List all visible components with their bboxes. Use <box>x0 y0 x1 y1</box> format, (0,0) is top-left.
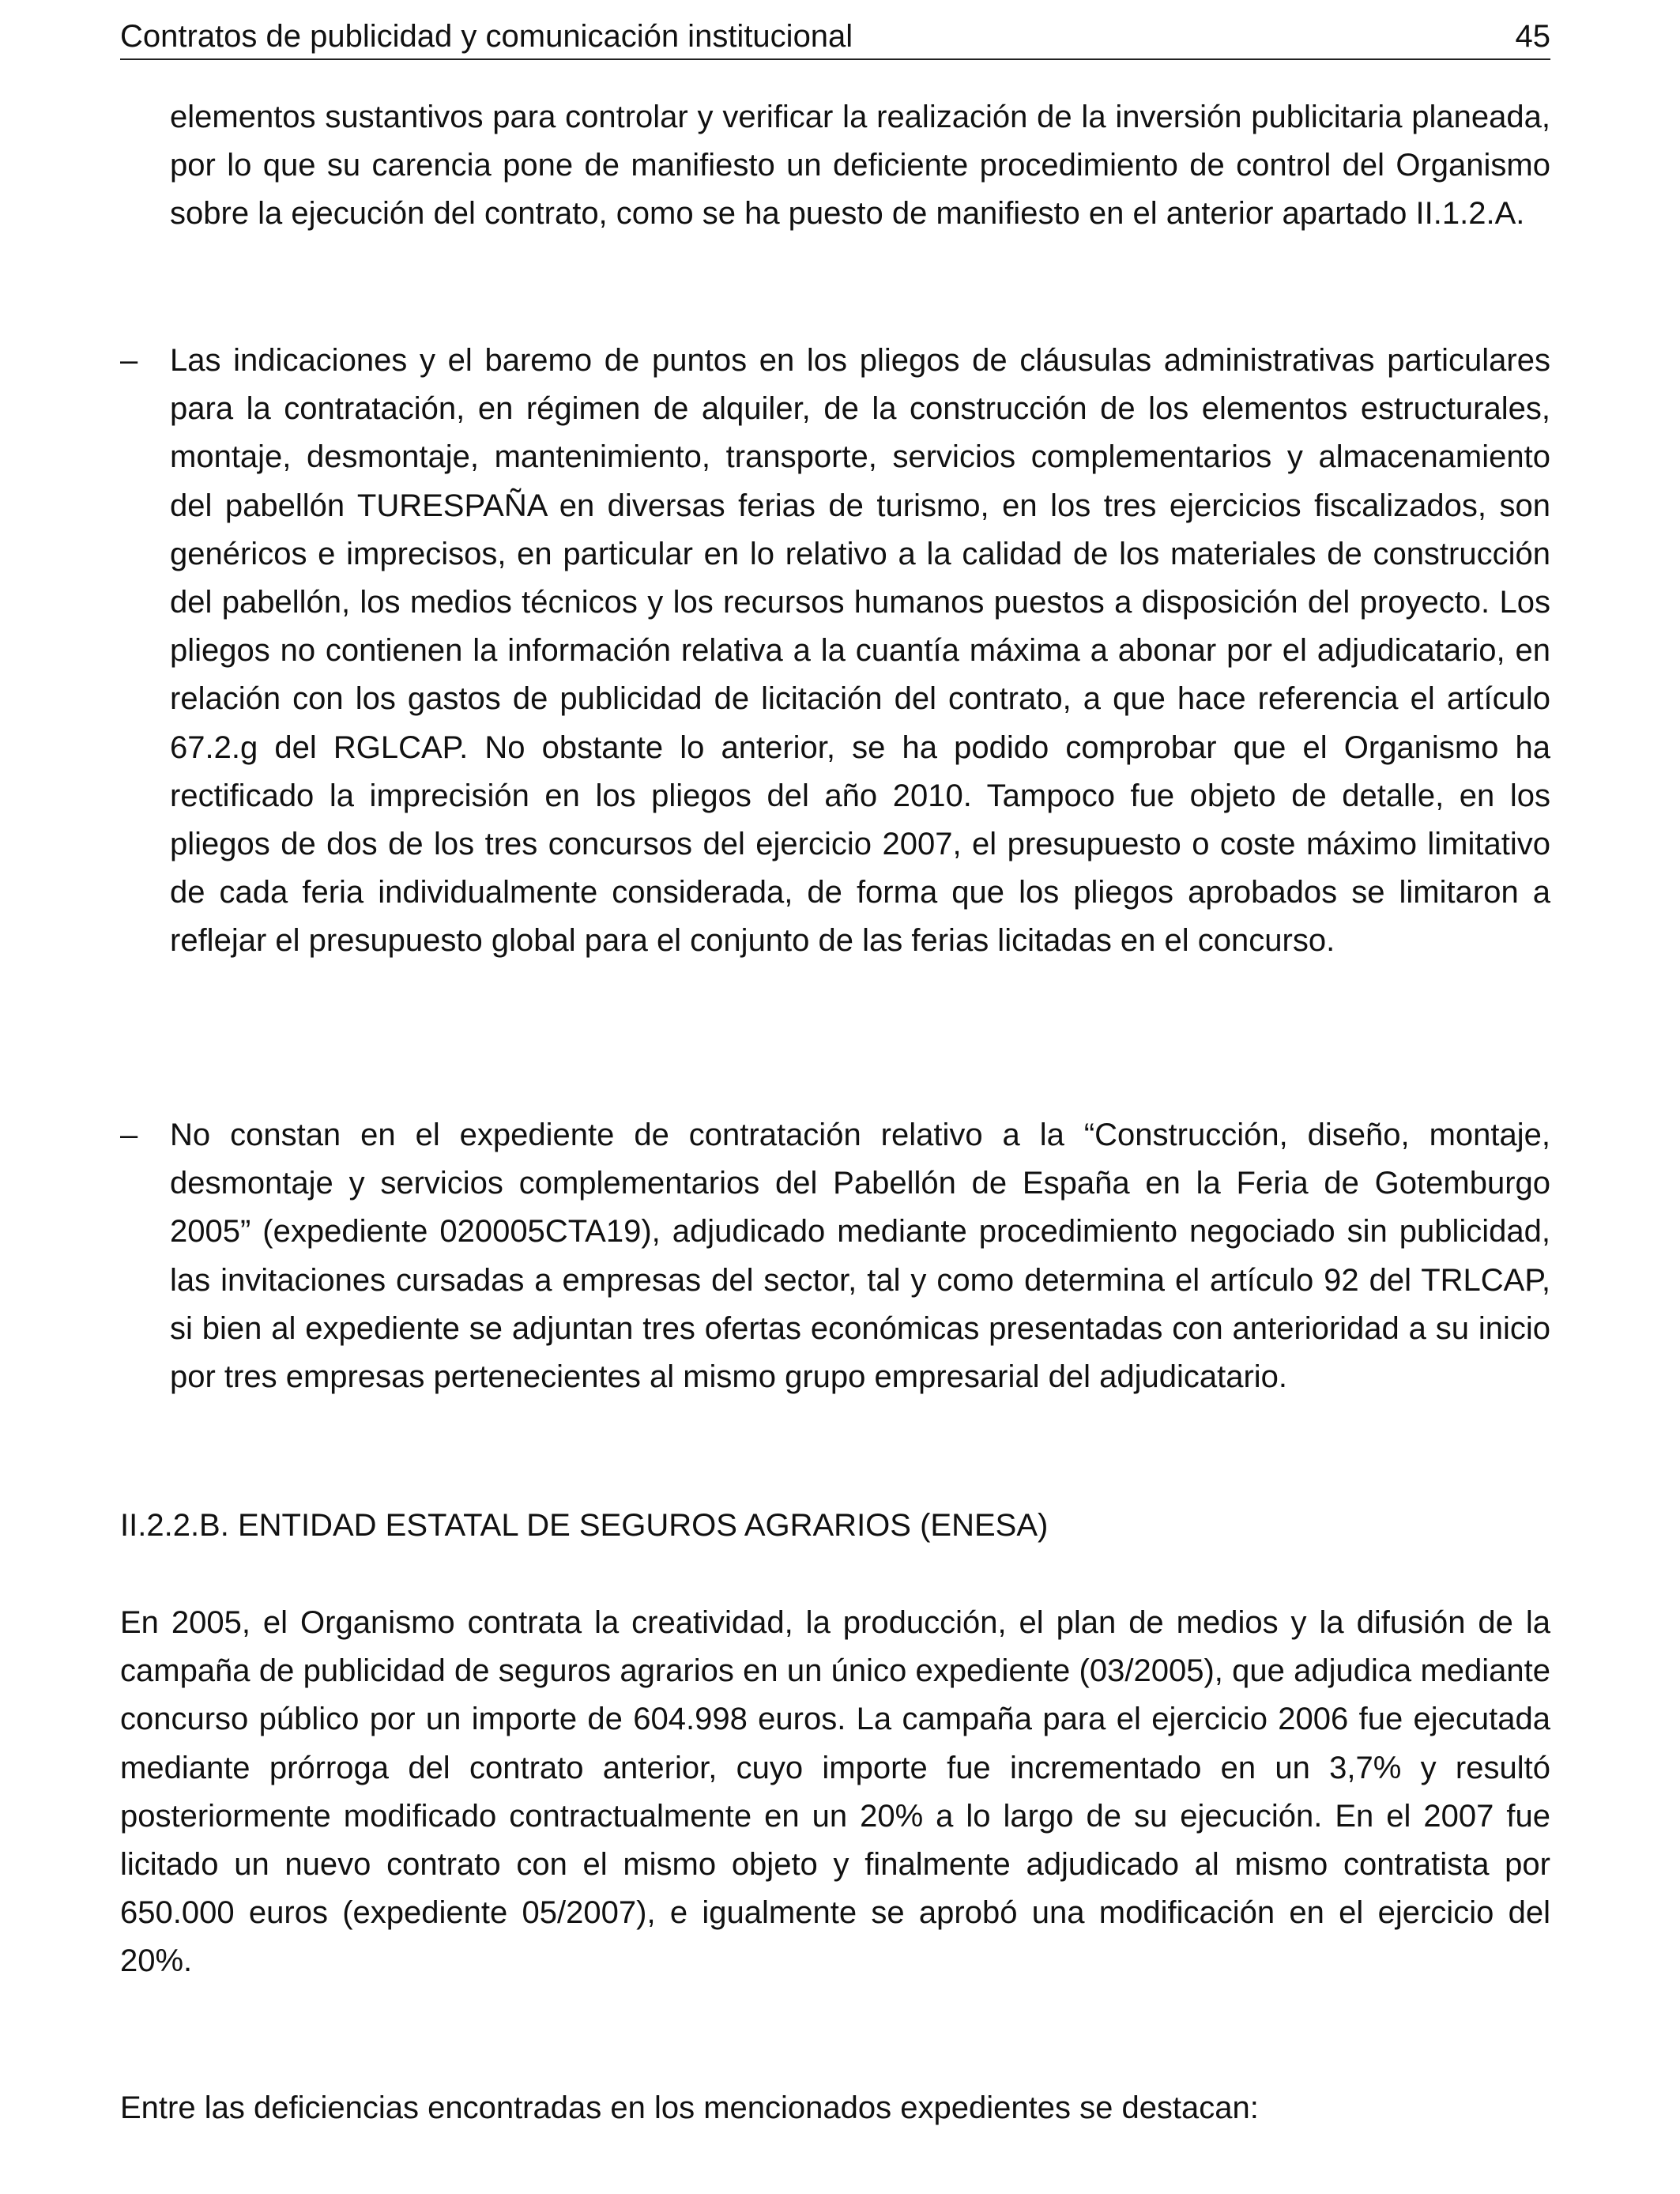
header-title: Contratos de publicidad y comunicación institucional <box>120 19 853 54</box>
paragraph-continuation: elementos sustantivos para controlar y verificar la realización de la inversión publicitaria planeada, por lo que su carencia pone de manifiesto un deficiente procedimiento de control del Organismo sobre la ejecución del contrato, como se ha puesto de manifiesto en el anterior apartado II.1.2.A. <box>170 100 1550 232</box>
bullet-marker-1: – <box>120 343 138 378</box>
paragraph-enesa: En 2005, el Organismo contrata la creatividad, la producción, el plan de medios y la difusión de la campaña de publicidad de seguros agrarios en un único expediente (03/2005), que adjudica mediante concurso público por un importe de 604.998 euros. La campaña para el ejercicio 2006 fue ejecutada mediante prórroga del contrato anterior, cuyo importe fue incrementado en un 3,7% y resultó posteriormente modificado contractualmente en un 20% a lo largo de su ejecución. En el 2007 fue licitado un nuevo contrato con el mismo objeto y finalmente adjudicado al mismo contratista por 650.000 euros (expediente 05/2007), e igualmente se aprobó una modificación en el ejercicio del 20%. <box>120 1605 1550 1979</box>
paragraph-deficiencias: Entre las deficiencias encontradas en los mencionados expedientes se destacan: <box>120 2090 1259 2125</box>
bullet-marker-2: – <box>120 1118 138 1152</box>
bullet-paragraph-pliegos: Las indicaciones y el baremo de puntos en los pliegos de cláusulas administrativas particulares para la contratación, en régimen de alquiler, de la construcción de los elementos estructurales, montaje, desmontaje, mantenimiento, transporte, servicios complementarios y almacenamiento del pabellón TURESPAÑA en diversas ferias de turismo, en los tres ejercicios fiscalizados, son genéricos e imprecisos, en particular en lo relativo a la calidad de los materiales de construcción del pabellón, los medios técnicos y los recursos humanos puestos a disposición del proyecto. Los pliegos no contienen la información relativa a la cuantía máxima a abonar por el adjudicatario, en relación con los gastos de publicidad de licitación del contrato, a que hace referencia el artículo 67.2.g del RGLCAP. No obstante lo anterior, se ha podido comprobar que el Organismo ha rectificado la imprecisión en los pliegos del año 2010. Tampoco fue objeto de detalle, en los pliegos de dos de los tres concursos del ejercicio 2007, el presupuesto o coste máximo limitativo de cada feria individualmente considerada, de forma que los pliegos aprobados se limitaron a reflejar el presupuesto global para el conjunto de las ferias licitadas en el concurso. <box>170 343 1550 959</box>
section-heading: II.2.2.B. ENTIDAD ESTATAL DE SEGUROS AGRARIOS (ENESA) <box>120 1508 1049 1543</box>
running-header <box>120 14 1550 60</box>
page-number: 45 <box>1515 19 1550 54</box>
bullet-paragraph-gotemburgo: No constan en el expediente de contratación relativo a la “Construcción, diseño, montaje, desmontaje y servicios complementarios del Pabellón de España en la Feria de Gotemburgo 2005” (expediente 020005CTA19), adjudicado mediante procedimiento negociado sin publicidad, las invitaciones cursadas a empresas del sector, tal y como determina el artículo 92 del TRLCAP, si bien al expediente se adjuntan tres ofertas económicas presentadas con anterioridad a su inicio por tres empresas pertenecientes al mismo grupo empresarial del adjudicatario. <box>170 1118 1550 1395</box>
